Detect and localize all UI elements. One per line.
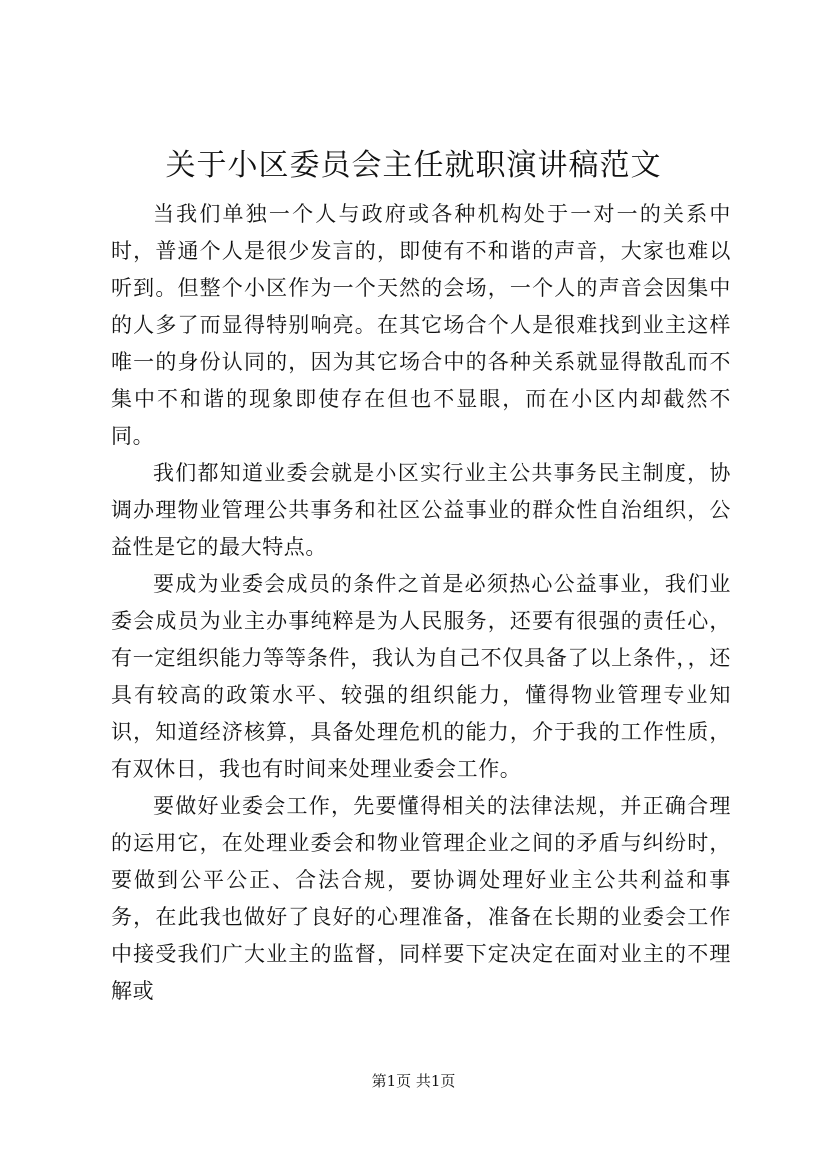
document-title: 关于小区委员会主任就职演讲稿范文 — [165, 148, 662, 183]
paragraph: 要做好业委会工作，先要懂得相关的法律法规，并正确合理的运用它，在处理业委会和物业管理企业之间的矛盾与纠纷时，要做到公平公正、合法合规，要协调处理好业主公共利益和事务，在此我也做好了良好的心理准备，准备在长期的业委会工作中接受我们广大业主的监督，同样要下定决定在面对业主的不理解或 — [111, 794, 731, 1003]
paragraph: 要成为业委会成员的条件之首是必须热心公益事业，我们业委会成员为业主办事纯粹是为人民服务，还要有很强的责任心，有一定组织能力等等条件，我认为自己不仅具备了以上条件，，还具有较高的政策水平、较强的组织能力，懂得物业管理专业知识，知道经济核算，具备处理危机的能力，介于我的工作性质，有双休日，我也有时间来处理业委会工作。 — [111, 572, 731, 781]
document-body — [111, 196, 731, 1010]
paragraph: 我们都知道业委会就是小区实行业主公共事务民主制度，协调办理物业管理公共事务和社区公益事业的群众性自治组织，公益性是它的最大特点。 — [111, 461, 731, 559]
paragraph: 当我们单独一个人与政府或各种机构处于一对一的关系中时，普通个人是很少发言的，即使有不和谐的声音，大家也难以听到。但整个小区作为一个天然的会场，一个人的声音会因集中的人多了而显得特别响亮。在其它场合个人是很难找到业主这样唯一的身份认同的，因为其它场合中的各种关系就显得散乱而不集中不和谐的现象即使存在但也不显眼，而在小区内却截然不同。 — [111, 202, 731, 448]
page-footer: 第1页 共1页 — [371, 1072, 456, 1090]
